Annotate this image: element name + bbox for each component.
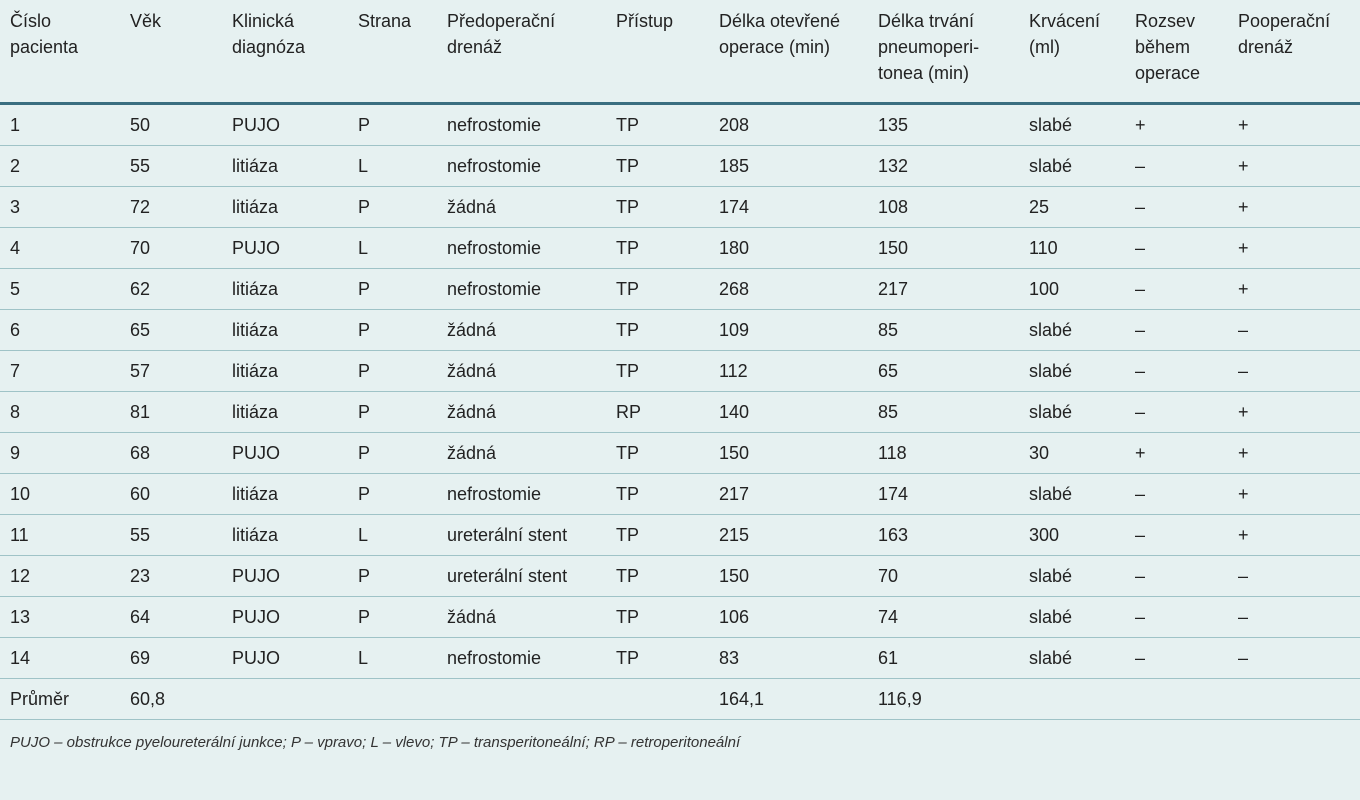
cell-diagnosis: PUJO: [222, 555, 348, 596]
cell-bleeding: slabé: [1019, 145, 1125, 186]
cell-open-duration: 217: [709, 473, 868, 514]
cell-age: 70: [120, 227, 222, 268]
header-bleeding: Krvácení (ml): [1019, 0, 1125, 103]
table-row: [0, 473, 1360, 514]
cell-pneumoperitoneum-duration: 150: [868, 227, 1019, 268]
average-patient-number: Průměr: [0, 678, 120, 719]
cell-side: P: [348, 186, 437, 227]
cell-side: L: [348, 514, 437, 555]
cell-diagnosis: litiáza: [222, 268, 348, 309]
table-row: [0, 103, 1360, 145]
cell-postop-drainage: –: [1228, 350, 1360, 391]
cell-diagnosis: litiáza: [222, 145, 348, 186]
cell-spread: –: [1125, 145, 1228, 186]
cell-pneumoperitoneum-duration: 163: [868, 514, 1019, 555]
cell-postop-drainage: +: [1228, 227, 1360, 268]
cell-approach: RP: [606, 391, 709, 432]
cell-bleeding: 300: [1019, 514, 1125, 555]
cell-preop-drainage: nefrostomie: [437, 268, 606, 309]
cell-side: P: [348, 473, 437, 514]
cell-approach: TP: [606, 103, 709, 145]
cell-spread: –: [1125, 350, 1228, 391]
header-pneumoperitoneum-duration: Délka trvání pneumoperi-tonea (min): [868, 0, 1019, 103]
cell-side: P: [348, 350, 437, 391]
average-row: [0, 678, 1360, 719]
average-spread: [1125, 678, 1228, 719]
cell-side: P: [348, 268, 437, 309]
cell-spread: +: [1125, 432, 1228, 473]
cell-spread: –: [1125, 637, 1228, 678]
cell-approach: TP: [606, 637, 709, 678]
cell-diagnosis: PUJO: [222, 103, 348, 145]
cell-patient-number: 10: [0, 473, 120, 514]
cell-approach: TP: [606, 432, 709, 473]
cell-open-duration: 268: [709, 268, 868, 309]
cell-postop-drainage: +: [1228, 145, 1360, 186]
cell-preop-drainage: žádná: [437, 432, 606, 473]
average-diagnosis: [222, 678, 348, 719]
table-row: [0, 268, 1360, 309]
cell-bleeding: slabé: [1019, 309, 1125, 350]
average-pneumoperitoneum-duration: 116,9: [868, 678, 1019, 719]
cell-open-duration: 109: [709, 309, 868, 350]
cell-age: 68: [120, 432, 222, 473]
cell-patient-number: 4: [0, 227, 120, 268]
cell-open-duration: 174: [709, 186, 868, 227]
cell-side: L: [348, 637, 437, 678]
cell-bleeding: 110: [1019, 227, 1125, 268]
cell-side: L: [348, 227, 437, 268]
cell-spread: –: [1125, 514, 1228, 555]
average-age: 60,8: [120, 678, 222, 719]
cell-patient-number: 13: [0, 596, 120, 637]
cell-bleeding: 30: [1019, 432, 1125, 473]
cell-approach: TP: [606, 555, 709, 596]
cell-diagnosis: litiáza: [222, 473, 348, 514]
cell-approach: TP: [606, 514, 709, 555]
cell-pneumoperitoneum-duration: 61: [868, 637, 1019, 678]
cell-preop-drainage: ureterální stent: [437, 555, 606, 596]
cell-bleeding: slabé: [1019, 103, 1125, 145]
header-postop-drainage: Pooperační drenáž: [1228, 0, 1360, 103]
cell-preop-drainage: nefrostomie: [437, 473, 606, 514]
cell-side: P: [348, 596, 437, 637]
header-approach: Přístup: [606, 0, 709, 103]
cell-diagnosis: PUJO: [222, 637, 348, 678]
cell-pneumoperitoneum-duration: 85: [868, 309, 1019, 350]
cell-age: 57: [120, 350, 222, 391]
cell-age: 72: [120, 186, 222, 227]
table-body: [0, 103, 1360, 719]
table-row: [0, 391, 1360, 432]
cell-preop-drainage: žádná: [437, 391, 606, 432]
header-patient-number: Číslo pacienta: [0, 0, 120, 103]
cell-open-duration: 112: [709, 350, 868, 391]
cell-diagnosis: litiáza: [222, 350, 348, 391]
cell-spread: –: [1125, 391, 1228, 432]
cell-diagnosis: litiáza: [222, 186, 348, 227]
table-row: [0, 186, 1360, 227]
average-side: [348, 678, 437, 719]
cell-preop-drainage: nefrostomie: [437, 103, 606, 145]
cell-bleeding: slabé: [1019, 350, 1125, 391]
cell-open-duration: 140: [709, 391, 868, 432]
cell-spread: –: [1125, 186, 1228, 227]
cell-pneumoperitoneum-duration: 217: [868, 268, 1019, 309]
cell-age: 69: [120, 637, 222, 678]
cell-open-duration: 83: [709, 637, 868, 678]
cell-approach: TP: [606, 350, 709, 391]
cell-age: 81: [120, 391, 222, 432]
cell-postop-drainage: +: [1228, 473, 1360, 514]
table-row: [0, 145, 1360, 186]
cell-side: P: [348, 309, 437, 350]
cell-approach: TP: [606, 596, 709, 637]
cell-side: P: [348, 555, 437, 596]
average-approach: [606, 678, 709, 719]
cell-diagnosis: litiáza: [222, 514, 348, 555]
footnote-row: [0, 719, 1360, 766]
average-open-duration: 164,1: [709, 678, 868, 719]
cell-postop-drainage: –: [1228, 596, 1360, 637]
cell-spread: –: [1125, 227, 1228, 268]
cell-spread: –: [1125, 555, 1228, 596]
cell-open-duration: 208: [709, 103, 868, 145]
cell-postop-drainage: –: [1228, 555, 1360, 596]
cell-spread: –: [1125, 473, 1228, 514]
cell-postop-drainage: –: [1228, 637, 1360, 678]
cell-patient-number: 2: [0, 145, 120, 186]
cell-bleeding: 25: [1019, 186, 1125, 227]
cell-open-duration: 150: [709, 432, 868, 473]
cell-patient-number: 5: [0, 268, 120, 309]
cell-open-duration: 106: [709, 596, 868, 637]
table-row: [0, 637, 1360, 678]
cell-age: 55: [120, 145, 222, 186]
cell-approach: TP: [606, 473, 709, 514]
cell-pneumoperitoneum-duration: 65: [868, 350, 1019, 391]
cell-age: 55: [120, 514, 222, 555]
cell-approach: TP: [606, 268, 709, 309]
cell-postop-drainage: +: [1228, 514, 1360, 555]
footnote: PUJO – obstrukce pyeloureterální junkce; P – vpravo; L – vlevo; TP – transperitoneální; RP – retroperitoneální: [10, 733, 741, 751]
cell-age: 50: [120, 103, 222, 145]
cell-side: P: [348, 432, 437, 473]
cell-age: 64: [120, 596, 222, 637]
table-row: [0, 432, 1360, 473]
cell-patient-number: 12: [0, 555, 120, 596]
table-row: [0, 227, 1360, 268]
average-bleeding: [1019, 678, 1125, 719]
cell-pneumoperitoneum-duration: 108: [868, 186, 1019, 227]
cell-spread: –: [1125, 268, 1228, 309]
cell-side: P: [348, 391, 437, 432]
cell-patient-number: 9: [0, 432, 120, 473]
cell-preop-drainage: nefrostomie: [437, 227, 606, 268]
cell-preop-drainage: žádná: [437, 350, 606, 391]
header-preop-drainage: Předoperační drenáž: [437, 0, 606, 103]
cell-side: P: [348, 103, 437, 145]
cell-open-duration: 180: [709, 227, 868, 268]
cell-pneumoperitoneum-duration: 118: [868, 432, 1019, 473]
cell-pneumoperitoneum-duration: 85: [868, 391, 1019, 432]
cell-approach: TP: [606, 309, 709, 350]
cell-postop-drainage: –: [1228, 309, 1360, 350]
cell-pneumoperitoneum-duration: 132: [868, 145, 1019, 186]
cell-bleeding: slabé: [1019, 596, 1125, 637]
table-row: [0, 514, 1360, 555]
cell-postop-drainage: +: [1228, 432, 1360, 473]
header-age: Věk: [120, 0, 222, 103]
header-open-duration: Délka otevřené operace (min): [709, 0, 868, 103]
cell-patient-number: 11: [0, 514, 120, 555]
table-row: [0, 596, 1360, 637]
cell-diagnosis: PUJO: [222, 432, 348, 473]
cell-approach: TP: [606, 186, 709, 227]
cell-age: 65: [120, 309, 222, 350]
cell-age: 60: [120, 473, 222, 514]
cell-age: 23: [120, 555, 222, 596]
table-row: [0, 309, 1360, 350]
cell-bleeding: slabé: [1019, 473, 1125, 514]
cell-pneumoperitoneum-duration: 174: [868, 473, 1019, 514]
cell-preop-drainage: ureterální stent: [437, 514, 606, 555]
cell-age: 62: [120, 268, 222, 309]
cell-patient-number: 1: [0, 103, 120, 145]
average-preop-drainage: [437, 678, 606, 719]
cell-bleeding: slabé: [1019, 637, 1125, 678]
average-postop-drainage: [1228, 678, 1360, 719]
table-row: [0, 555, 1360, 596]
cell-spread: –: [1125, 309, 1228, 350]
header-row: [0, 0, 1360, 103]
header-spread: Rozsev během operace: [1125, 0, 1228, 103]
cell-postop-drainage: +: [1228, 268, 1360, 309]
cell-preop-drainage: žádná: [437, 186, 606, 227]
cell-pneumoperitoneum-duration: 135: [868, 103, 1019, 145]
cell-diagnosis: litiáza: [222, 391, 348, 432]
cell-open-duration: 150: [709, 555, 868, 596]
cell-pneumoperitoneum-duration: 70: [868, 555, 1019, 596]
cell-bleeding: slabé: [1019, 391, 1125, 432]
cell-open-duration: 215: [709, 514, 868, 555]
cell-spread: –: [1125, 596, 1228, 637]
cell-postop-drainage: +: [1228, 103, 1360, 145]
cell-patient-number: 7: [0, 350, 120, 391]
cell-preop-drainage: žádná: [437, 309, 606, 350]
cell-approach: TP: [606, 145, 709, 186]
cell-preop-drainage: nefrostomie: [437, 145, 606, 186]
cell-patient-number: 8: [0, 391, 120, 432]
cell-preop-drainage: žádná: [437, 596, 606, 637]
cell-patient-number: 3: [0, 186, 120, 227]
cell-diagnosis: PUJO: [222, 596, 348, 637]
cell-approach: TP: [606, 227, 709, 268]
cell-bleeding: slabé: [1019, 555, 1125, 596]
cell-pneumoperitoneum-duration: 74: [868, 596, 1019, 637]
cell-open-duration: 185: [709, 145, 868, 186]
table-row: [0, 350, 1360, 391]
cell-preop-drainage: nefrostomie: [437, 637, 606, 678]
cell-patient-number: 6: [0, 309, 120, 350]
header-diagnosis: Klinická diagnóza: [222, 0, 348, 103]
cell-bleeding: 100: [1019, 268, 1125, 309]
cell-diagnosis: PUJO: [222, 227, 348, 268]
cell-postop-drainage: +: [1228, 186, 1360, 227]
cell-postop-drainage: +: [1228, 391, 1360, 432]
cell-patient-number: 14: [0, 637, 120, 678]
cell-spread: +: [1125, 103, 1228, 145]
cell-side: L: [348, 145, 437, 186]
header-side: Strana: [348, 0, 437, 103]
cell-diagnosis: litiáza: [222, 309, 348, 350]
